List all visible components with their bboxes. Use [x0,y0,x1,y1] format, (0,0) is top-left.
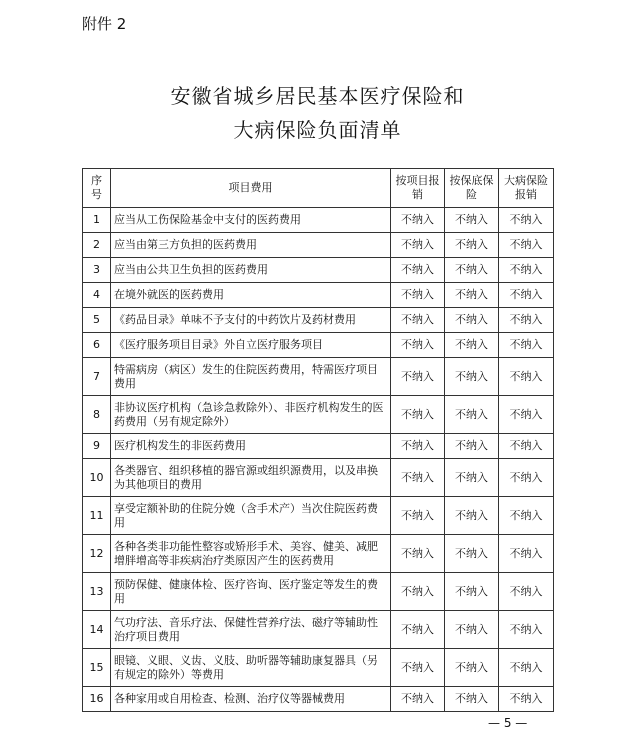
row-flag-major-illness: 不纳入 [499,333,554,358]
header-major-illness: 大病保险报销 [499,169,554,208]
row-flag-major-illness: 不纳入 [499,535,554,573]
row-flag-baseline: 不纳入 [445,497,499,535]
header-baseline: 按保底保险 [445,169,499,208]
row-number: 14 [83,611,111,649]
row-item: 应当由第三方负担的医药费用 [111,233,391,258]
row-number: 6 [83,333,111,358]
row-flag-baseline: 不纳入 [445,573,499,611]
row-flag-by-item: 不纳入 [391,459,445,497]
table-row [83,459,554,497]
row-flag-major-illness: 不纳入 [499,258,554,283]
table-row [83,283,554,308]
row-number: 11 [83,497,111,535]
table-row [83,611,554,649]
table-row [83,687,554,712]
row-flag-major-illness: 不纳入 [499,308,554,333]
table-row [83,233,554,258]
row-flag-by-item: 不纳入 [391,649,445,687]
page-number: — 5 — [488,716,528,730]
row-flag-baseline: 不纳入 [445,535,499,573]
row-number: 4 [83,283,111,308]
row-flag-by-item: 不纳入 [391,535,445,573]
row-flag-major-illness: 不纳入 [499,459,554,497]
row-flag-by-item: 不纳入 [391,687,445,712]
document-title-line1: 安徽省城乡居民基本医疗保险和 [170,84,465,108]
row-item: 各种家用或自用检查、检测、治疗仪等器械费用 [111,687,391,712]
row-flag-baseline: 不纳入 [445,434,499,459]
row-flag-baseline: 不纳入 [445,333,499,358]
table-row [83,333,554,358]
row-item: 各类器官、组织移植的器官源或组织源费用，以及串换为其他项目的费用 [111,459,391,497]
table-row [83,208,554,233]
row-item: 非协议医疗机构（急诊急救除外）、非医疗机构发生的医药费用（另有规定除外） [111,396,391,434]
row-flag-baseline: 不纳入 [445,687,499,712]
row-flag-major-illness: 不纳入 [499,649,554,687]
row-number: 12 [83,535,111,573]
row-item: 应当从工伤保险基金中支付的医药费用 [111,208,391,233]
row-number: 13 [83,573,111,611]
table-row [83,649,554,687]
row-flag-major-illness: 不纳入 [499,358,554,396]
row-number: 5 [83,308,111,333]
row-flag-major-illness: 不纳入 [499,687,554,712]
header-item: 项目费用 [111,169,391,208]
row-flag-by-item: 不纳入 [391,233,445,258]
row-flag-by-item: 不纳入 [391,497,445,535]
row-flag-by-item: 不纳入 [391,573,445,611]
row-flag-baseline: 不纳入 [445,396,499,434]
row-flag-by-item: 不纳入 [391,611,445,649]
row-flag-baseline: 不纳入 [445,308,499,333]
row-item: 特需病房（病区）发生的住院医药费用，特需医疗项目费用 [111,358,391,396]
row-flag-by-item: 不纳入 [391,283,445,308]
table-row [83,396,554,434]
header-by-item: 按项目报销 [391,169,445,208]
attachment-label: 附件 2 [82,15,127,33]
row-item: 《药品目录》单味不予支付的中药饮片及药材费用 [111,308,391,333]
row-item: 预防保健、健康体检、医疗咨询、医疗鉴定等发生的费用 [111,573,391,611]
row-number: 7 [83,358,111,396]
row-item: 气功疗法、音乐疗法、保健性营养疗法、磁疗等辅助性治疗项目费用 [111,611,391,649]
table-row [83,434,554,459]
row-number: 9 [83,434,111,459]
table-row [83,573,554,611]
row-flag-baseline: 不纳入 [445,283,499,308]
row-flag-major-illness: 不纳入 [499,208,554,233]
table-header-row [83,169,554,208]
row-item: 应当由公共卫生负担的医药费用 [111,258,391,283]
row-item: 眼镜、义眼、义齿、义肢、助听器等辅助康复器具（另有规定的除外）等费用 [111,649,391,687]
table-row [83,497,554,535]
row-item: 医疗机构发生的非医药费用 [111,434,391,459]
row-flag-baseline: 不纳入 [445,649,499,687]
row-item: 享受定额补助的住院分娩（含手术产）当次住院医药费用 [111,497,391,535]
row-flag-major-illness: 不纳入 [499,396,554,434]
row-flag-major-illness: 不纳入 [499,233,554,258]
table-row [83,358,554,396]
row-number: 1 [83,208,111,233]
row-flag-by-item: 不纳入 [391,358,445,396]
row-flag-by-item: 不纳入 [391,434,445,459]
row-item: 各种各类非功能性整容或矫形手术、美容、健美、减肥增胖增高等非疾病治疗类原因产生的医药费用 [111,535,391,573]
row-number: 3 [83,258,111,283]
row-flag-major-illness: 不纳入 [499,434,554,459]
row-item: 《医疗服务项目目录》外自立医疗服务项目 [111,333,391,358]
table-row [83,258,554,283]
header-no: 序号 [83,169,111,208]
row-flag-by-item: 不纳入 [391,308,445,333]
row-flag-major-illness: 不纳入 [499,573,554,611]
row-flag-baseline: 不纳入 [445,358,499,396]
row-flag-baseline: 不纳入 [445,233,499,258]
negative-list-table [82,168,554,712]
row-flag-baseline: 不纳入 [445,258,499,283]
row-flag-major-illness: 不纳入 [499,497,554,535]
row-flag-by-item: 不纳入 [391,208,445,233]
row-flag-baseline: 不纳入 [445,208,499,233]
table-row [83,535,554,573]
row-number: 2 [83,233,111,258]
row-number: 16 [83,687,111,712]
row-number: 8 [83,396,111,434]
row-number: 10 [83,459,111,497]
table-row [83,308,554,333]
row-flag-baseline: 不纳入 [445,611,499,649]
row-flag-by-item: 不纳入 [391,258,445,283]
row-flag-baseline: 不纳入 [445,459,499,497]
row-flag-by-item: 不纳入 [391,333,445,358]
row-flag-major-illness: 不纳入 [499,283,554,308]
document-title-line2: 大病保险负面清单 [233,118,402,142]
row-item: 在境外就医的医药费用 [111,283,391,308]
row-number: 15 [83,649,111,687]
row-flag-major-illness: 不纳入 [499,611,554,649]
row-flag-by-item: 不纳入 [391,396,445,434]
